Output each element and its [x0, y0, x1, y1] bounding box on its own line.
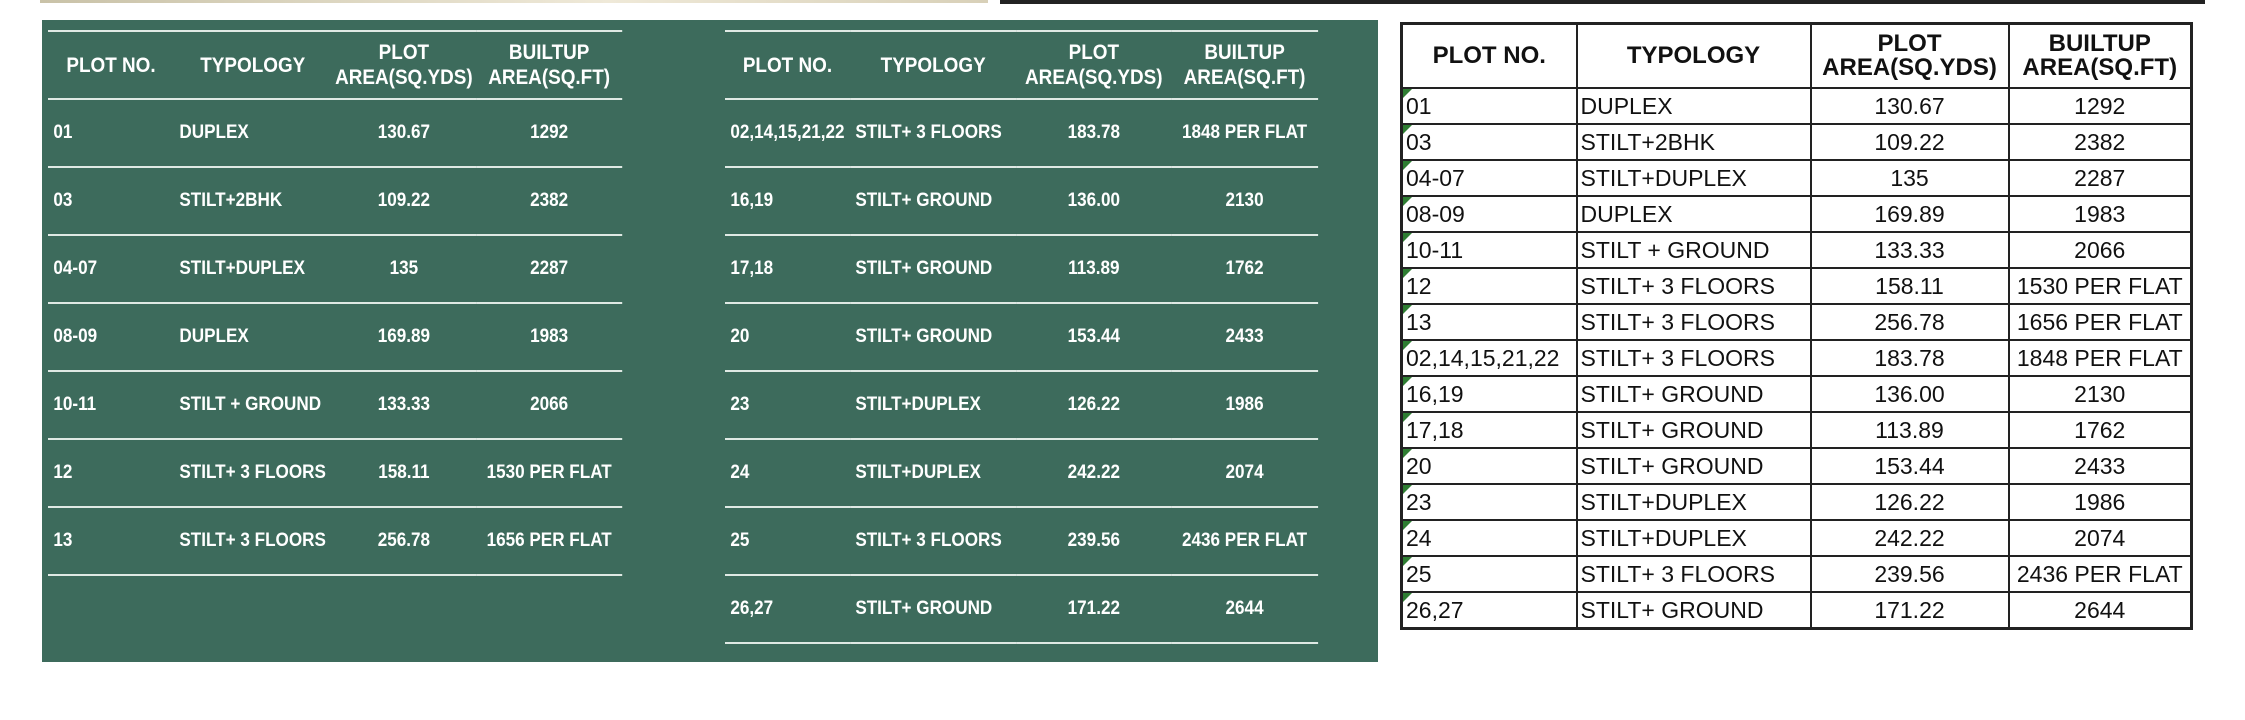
cell-typology: STILT+2BHK [1577, 124, 1811, 160]
cell-typology: STILT+ GROUND [1577, 376, 1811, 412]
table-row [1402, 448, 2192, 484]
cell-plot-no: 12 [1402, 268, 1577, 304]
cell-typology: DUPLEX [174, 99, 332, 167]
cell-plot-no: 02,14,15,21,22 [1402, 340, 1577, 376]
cell-plot-area: 158.11 [1811, 268, 2009, 304]
cell-typology: STILT+ GROUND [1577, 592, 1811, 629]
cell-builtup-area: 1530 PER FLAT [2009, 268, 2192, 304]
header-plot-area-line1: PLOT [1068, 41, 1120, 64]
cell-typology: STILT+ GROUND [850, 235, 1017, 303]
table-row [1402, 412, 2192, 448]
cell-plot-no: 03 [48, 167, 174, 235]
table-row [1402, 160, 2192, 196]
cell-plot-area: 242.22 [1811, 520, 2009, 556]
cell-plot-no: 16,19 [725, 167, 850, 235]
cell-plot-no: 17,18 [1402, 412, 1577, 448]
cell-typology: STILT+DUPLEX [850, 371, 1017, 439]
cell-typology: STILT+2BHK [174, 167, 332, 235]
header-plot-area [1016, 31, 1171, 99]
cell-typology: STILT + GROUND [174, 371, 332, 439]
cell-plot-no: 16,19 [1402, 376, 1577, 412]
cell-plot-area: 256.78 [1811, 304, 2009, 340]
cell-builtup-area: 1848 PER FLAT [1171, 99, 1318, 167]
cell-plot-no: 24 [725, 439, 850, 507]
cell-typology: STILT+ GROUND [1577, 448, 1811, 484]
header-typology: TYPOLOGY [850, 31, 1017, 99]
cell-plot-no: 02,14,15,21,22 [725, 99, 850, 167]
white-table [1400, 22, 2193, 630]
cell-plot-no: 13 [48, 507, 174, 575]
header-plot-area [1811, 24, 2009, 89]
table-row [48, 507, 622, 575]
cell-plot-area: 113.89 [1811, 412, 2009, 448]
cell-plot-area: 109.22 [332, 167, 477, 235]
cell-builtup-area: 2287 [476, 235, 622, 303]
cell-typology: STILT+ 3 FLOORS [1577, 556, 1811, 592]
header-builtup-line1: BUILTUP [508, 41, 590, 64]
cell-plot-no: 08-09 [1402, 196, 1577, 232]
cell-plot-no: 04-07 [1402, 160, 1577, 196]
cell-plot-area: 171.22 [1016, 575, 1171, 643]
cell-typology: STILT+ 3 FLOORS [850, 507, 1017, 575]
cell-builtup-area: 2130 [2009, 376, 2192, 412]
header-plot-no: PLOT NO. [725, 31, 850, 99]
cell-plot-area: 130.67 [1811, 88, 2009, 124]
table-row [1402, 196, 2192, 232]
cell-builtup-area: 1292 [476, 99, 622, 167]
cell-builtup-area: 2644 [1171, 575, 1318, 643]
top-image-strip-right [1000, 0, 2205, 4]
cell-builtup-area: 1986 [2009, 484, 2192, 520]
table-row [48, 99, 622, 167]
cell-plot-area: 239.56 [1016, 507, 1171, 575]
cell-plot-area: 130.67 [332, 99, 477, 167]
table-row [48, 439, 622, 507]
cell-plot-area: 135 [332, 235, 477, 303]
cell-plot-no: 01 [1402, 88, 1577, 124]
table-row [48, 371, 622, 439]
table-row [725, 303, 1318, 371]
cell-plot-no: 13 [1402, 304, 1577, 340]
cell-plot-no: 01 [48, 99, 174, 167]
cell-typology: STILT + GROUND [1577, 232, 1811, 268]
header-builtup-line2: AREA(SQ.FT) [1183, 66, 1306, 89]
cell-typology: STILT+ 3 FLOORS [1577, 340, 1811, 376]
cell-plot-area: 136.00 [1811, 376, 2009, 412]
white-table-body [1402, 88, 2192, 629]
header-builtup-area [1171, 31, 1318, 99]
table-row [725, 99, 1318, 167]
green-table-middle [725, 30, 1318, 644]
green-table-left [48, 30, 622, 576]
cell-builtup-area: 2382 [2009, 124, 2192, 160]
cell-plot-no: 08-09 [48, 303, 174, 371]
header-plot-area-line1: PLOT [1877, 30, 1942, 57]
cell-plot-area: 183.78 [1811, 340, 2009, 376]
cell-typology: STILT+ 3 FLOORS [1577, 268, 1811, 304]
cell-builtup-area: 1983 [476, 303, 622, 371]
header-typology: TYPOLOGY [174, 31, 332, 99]
cell-builtup-area: 1986 [1171, 371, 1318, 439]
cell-plot-no: 10-11 [1402, 232, 1577, 268]
cell-builtup-area: 2382 [476, 167, 622, 235]
cell-builtup-area: 1292 [2009, 88, 2192, 124]
cell-plot-no: 12 [48, 439, 174, 507]
cell-plot-area: 153.44 [1811, 448, 2009, 484]
cell-builtup-area: 2066 [2009, 232, 2192, 268]
table-row [1402, 484, 2192, 520]
header-row [725, 31, 1318, 99]
table-row [725, 439, 1318, 507]
cell-plot-area: 256.78 [332, 507, 477, 575]
cell-typology: STILT+ GROUND [850, 575, 1017, 643]
cell-plot-area: 242.22 [1016, 439, 1171, 507]
cell-builtup-area: 1848 PER FLAT [2009, 340, 2192, 376]
cell-builtup-area: 2433 [2009, 448, 2192, 484]
cell-builtup-area: 1656 PER FLAT [476, 507, 622, 575]
cell-builtup-area: 2644 [2009, 592, 2192, 629]
table-row [1402, 592, 2192, 629]
cell-typology: STILT+ 3 FLOORS [1577, 304, 1811, 340]
table-row [725, 507, 1318, 575]
cell-builtup-area: 1656 PER FLAT [2009, 304, 2192, 340]
cell-plot-no: 25 [1402, 556, 1577, 592]
header-plot-no: PLOT NO. [1402, 24, 1577, 89]
cell-typology: STILT+ GROUND [1577, 412, 1811, 448]
table-row [48, 235, 622, 303]
green-table-middle-body [725, 99, 1318, 643]
table-row [725, 575, 1318, 643]
cell-typology: DUPLEX [1577, 88, 1811, 124]
cell-builtup-area: 2074 [2009, 520, 2192, 556]
cell-plot-area: 126.22 [1811, 484, 2009, 520]
cell-builtup-area: 2130 [1171, 167, 1318, 235]
cell-plot-no: 17,18 [725, 235, 850, 303]
cell-plot-area: 126.22 [1016, 371, 1171, 439]
table-row [1402, 124, 2192, 160]
top-image-strip-left [40, 0, 988, 3]
cell-plot-no: 23 [725, 371, 850, 439]
cell-typology: STILT+ 3 FLOORS [174, 439, 332, 507]
cell-plot-area: 153.44 [1016, 303, 1171, 371]
header-plot-area-line2: AREA(SQ.YDS) [1025, 66, 1163, 89]
cell-builtup-area: 2436 PER FLAT [2009, 556, 2192, 592]
cell-plot-area: 158.11 [332, 439, 477, 507]
cell-plot-area: 109.22 [1811, 124, 2009, 160]
cell-typology: STILT+ GROUND [850, 167, 1017, 235]
cell-typology: STILT+DUPLEX [1577, 484, 1811, 520]
header-builtup-line2: AREA(SQ.FT) [488, 66, 611, 89]
header-plot-area [332, 31, 477, 99]
cell-plot-area: 169.89 [332, 303, 477, 371]
header-builtup-line1: BUILTUP [2048, 30, 2151, 57]
cell-plot-area: 135 [1811, 160, 2009, 196]
table-row [1402, 556, 2192, 592]
cell-builtup-area: 2433 [1171, 303, 1318, 371]
header-builtup-area [2009, 24, 2192, 89]
cell-plot-no: 25 [725, 507, 850, 575]
cell-typology: DUPLEX [1577, 196, 1811, 232]
table-row [725, 235, 1318, 303]
cell-plot-area: 113.89 [1016, 235, 1171, 303]
table-row [725, 371, 1318, 439]
header-builtup-line1: BUILTUP [1204, 41, 1285, 64]
cell-plot-no: 20 [1402, 448, 1577, 484]
cell-builtup-area: 2287 [2009, 160, 2192, 196]
cell-plot-no: 26,27 [725, 575, 850, 643]
cell-typology: STILT+ GROUND [850, 303, 1017, 371]
header-plot-area-line2: AREA(SQ.YDS) [335, 66, 473, 89]
cell-builtup-area: 1762 [2009, 412, 2192, 448]
header-typology: TYPOLOGY [1577, 24, 1811, 89]
cell-typology: STILT+DUPLEX [850, 439, 1017, 507]
table-row [1402, 340, 2192, 376]
table-row [1402, 304, 2192, 340]
cell-typology: STILT+ 3 FLOORS [174, 507, 332, 575]
cell-builtup-area: 2436 PER FLAT [1171, 507, 1318, 575]
header-plot-area-line2: AREA(SQ.YDS) [1822, 54, 1997, 81]
cell-builtup-area: 1530 PER FLAT [476, 439, 622, 507]
header-plot-area-line1: PLOT [378, 41, 430, 64]
table-row [1402, 88, 2192, 124]
cell-plot-area: 169.89 [1811, 196, 2009, 232]
cell-plot-no: 10-11 [48, 371, 174, 439]
green-table-left-body [48, 99, 622, 575]
cell-plot-area: 183.78 [1016, 99, 1171, 167]
cell-typology: STILT+DUPLEX [1577, 160, 1811, 196]
cell-plot-no: 26,27 [1402, 592, 1577, 629]
header-row [48, 31, 622, 99]
cell-typology: STILT+DUPLEX [174, 235, 332, 303]
table-row [725, 167, 1318, 235]
cell-builtup-area: 2066 [476, 371, 622, 439]
table-row [48, 167, 622, 235]
table-row [1402, 268, 2192, 304]
cell-plot-area: 239.56 [1811, 556, 2009, 592]
cell-plot-area: 136.00 [1016, 167, 1171, 235]
table-row [48, 303, 622, 371]
cell-plot-no: 23 [1402, 484, 1577, 520]
cell-typology: STILT+ 3 FLOORS [850, 99, 1017, 167]
cell-plot-no: 04-07 [48, 235, 174, 303]
header-plot-no: PLOT NO. [48, 31, 174, 99]
cell-typology: DUPLEX [174, 303, 332, 371]
cell-typology: STILT+DUPLEX [1577, 520, 1811, 556]
cell-plot-area: 171.22 [1811, 592, 2009, 629]
header-builtup-line2: AREA(SQ.FT) [2022, 54, 2178, 81]
cell-builtup-area: 2074 [1171, 439, 1318, 507]
cell-plot-no: 20 [725, 303, 850, 371]
cell-plot-no: 24 [1402, 520, 1577, 556]
cell-builtup-area: 1762 [1171, 235, 1318, 303]
cell-plot-area: 133.33 [332, 371, 477, 439]
cell-plot-area: 133.33 [1811, 232, 2009, 268]
cell-builtup-area: 1983 [2009, 196, 2192, 232]
table-row [1402, 520, 2192, 556]
header-row [1402, 24, 2192, 89]
header-builtup-area [476, 31, 622, 99]
cell-plot-no: 03 [1402, 124, 1577, 160]
table-row [1402, 232, 2192, 268]
table-row [1402, 376, 2192, 412]
